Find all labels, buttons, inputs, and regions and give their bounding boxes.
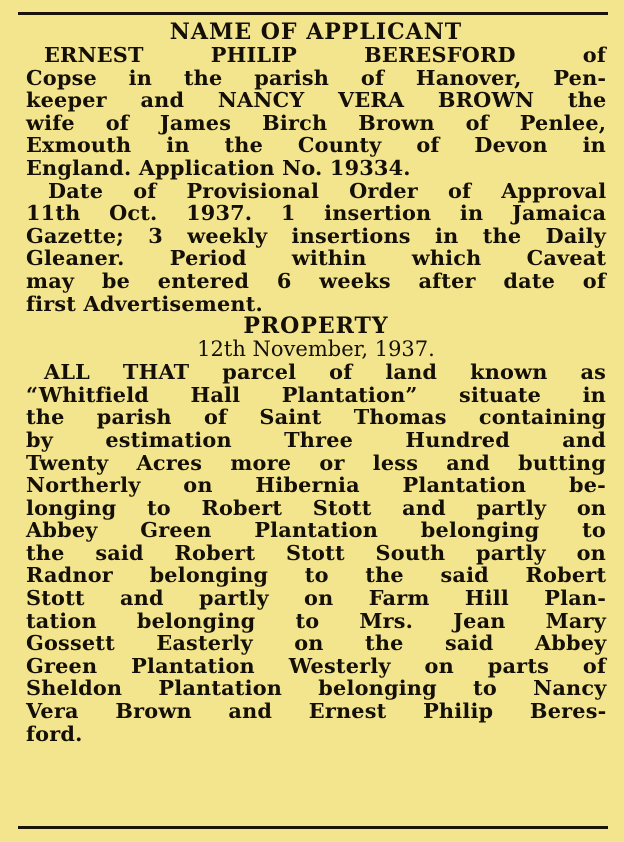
- property-line: Green Plantation Westerly on parts of: [26, 652, 607, 678]
- property-line: ford.: [26, 720, 83, 746]
- top-rule: [18, 12, 608, 15]
- order-line: 11th Oct. 1937. 1 insertion in Jamaica: [26, 200, 607, 226]
- order-line: first Advertisement.: [26, 290, 263, 316]
- property-heading: PROPERTY: [243, 313, 389, 340]
- property-line: the parish of Saint Thomas containing: [26, 404, 607, 430]
- property-line: tation belonging to Mrs. Jean Mary: [26, 607, 606, 633]
- property-line: by estimation Three Hundred and: [26, 426, 606, 452]
- applicant-paragraph: [26, 44, 606, 180]
- applicant-line: England. Application No. 19334.: [26, 154, 411, 180]
- notice-column: [26, 21, 606, 745]
- applicant-line: Copse in the parish of Hanover, Pen-: [26, 64, 607, 90]
- property-paragraph: [26, 361, 606, 745]
- order-line: Gazette; 3 weekly insertions in the Daily: [26, 222, 606, 248]
- property-line: the said Robert Stott South partly on: [26, 539, 606, 565]
- bottom-rule: [18, 826, 608, 829]
- property-line: “Whitfield Hall Plantation” situate in: [26, 381, 606, 407]
- property-line: longing to Robert Stott and partly on: [26, 494, 607, 520]
- applicant-heading: NAME OF APPLICANT: [169, 19, 463, 45]
- property-line: Stott and partly on Farm Hill Plan-: [26, 585, 607, 611]
- order-line: Gleaner. Period within which Caveat: [26, 245, 607, 271]
- order-paragraph: [26, 177, 607, 316]
- property-line: Sheldon Plantation belonging to Nancy: [26, 675, 607, 701]
- applicant-line: wife of James Birch Brown of Penlee,: [26, 109, 607, 135]
- order-line: Date of Provisional Order of Approval: [48, 177, 607, 203]
- applicant-line: ERNEST PHILIP BERESFORD of: [44, 42, 607, 67]
- applicant-line: keeper and NANCY VERA BROWN the: [26, 87, 607, 113]
- property-line: ALL THAT parcel of land known as: [44, 359, 607, 385]
- property-line: Vera Brown and Ernest Philip Beres-: [26, 698, 607, 724]
- property-date: 12th November, 1937.: [197, 337, 435, 362]
- property-line: Abbey Green Plantation belonging to: [26, 517, 606, 543]
- property-line: Gossett Easterly on the said Abbey: [26, 630, 607, 656]
- order-line: may be entered 6 weeks after date of: [26, 267, 606, 293]
- applicant-line: Exmouth in the County of Devon in: [26, 132, 606, 158]
- property-line: Radnor belonging to the said Robert: [26, 562, 607, 588]
- property-line: Twenty Acres more or less and butting: [26, 449, 606, 475]
- property-line: Northerly on Hibernia Plantation be-: [26, 472, 606, 498]
